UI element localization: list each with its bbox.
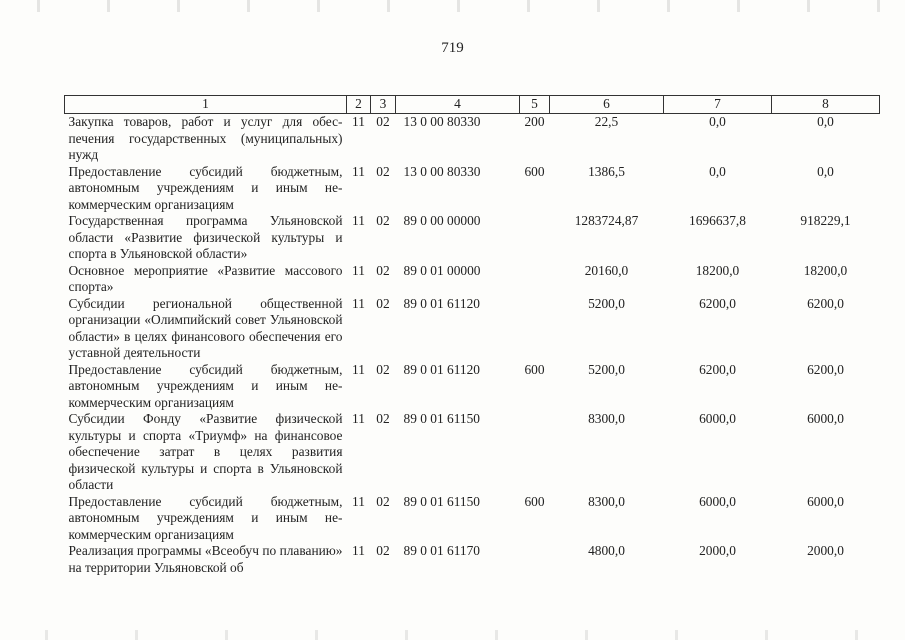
header-col-3: 3 (371, 96, 396, 114)
row-amount-3: 18200,0 (803, 262, 848, 278)
row-name: Субсидии Фонду «Развитие физической культуры и спорта «Триумф» на финансовое обеспечение затрат в целях развития физической культуры и спорта в Ульяновской области (68, 411, 343, 492)
row-section: 11 (352, 361, 365, 377)
row-name: Субсидии региональной общественной организации «Олимпийский совет Ульяновской области» в целях финансового обеспечения его уставной деятельности (68, 295, 343, 360)
row-amount-1: 8300,0 (588, 493, 625, 509)
row-subsection: 02 (376, 411, 390, 426)
header-col-5: 5 (520, 96, 550, 114)
table-row (65, 296, 880, 362)
row-target-code: 13 0 00 80330 (403, 163, 481, 179)
row-section: 11 (352, 295, 365, 311)
row-subsection: 02 (376, 493, 390, 509)
row-expense-type: 200 (524, 114, 545, 129)
row-expense-type (520, 263, 550, 296)
row-amount-3: 6000,0 (807, 493, 844, 509)
row-amount-1: 4800,0 (588, 543, 625, 558)
row-amount-2: 0,0 (709, 163, 726, 179)
header-col-7: 7 (664, 96, 772, 114)
row-section: 11 (352, 163, 365, 179)
row-amount-3: 918229,1 (800, 213, 851, 228)
row-expense-type (520, 213, 550, 263)
row-target-code: 89 0 01 61120 (403, 361, 480, 377)
row-target-code: 89 0 00 00000 (403, 213, 481, 228)
row-section: 11 (352, 411, 365, 426)
row-expense-type: 600 (524, 361, 545, 377)
row-amount-3: 0,0 (817, 163, 834, 179)
row-subsection: 02 (376, 213, 390, 228)
row-section: 11 (352, 213, 365, 228)
header-col-2: 2 (347, 96, 371, 114)
row-target-code: 89 0 01 00000 (403, 262, 481, 278)
row-amount-1: 1283724,87 (574, 213, 639, 228)
row-amount-1: 1386,5 (588, 163, 625, 179)
table-row (65, 494, 880, 544)
table-row (65, 164, 880, 214)
row-amount-1: 5200,0 (588, 361, 625, 377)
header-col-4: 4 (396, 96, 520, 114)
row-amount-2: 1696637,8 (689, 213, 746, 228)
row-amount-2: 2000,0 (699, 543, 736, 558)
row-subsection: 02 (376, 262, 390, 278)
row-expense-type (520, 296, 550, 362)
row-subsection: 02 (376, 114, 390, 129)
table-row (65, 213, 880, 263)
row-target-code: 89 0 01 61150 (403, 493, 480, 509)
row-amount-1: 5200,0 (588, 295, 625, 311)
row-amount-2: 6000,0 (699, 493, 736, 509)
row-section: 11 (352, 493, 365, 509)
table-row (65, 263, 880, 296)
budget-table (64, 95, 880, 576)
row-section: 11 (352, 114, 365, 129)
row-amount-3: 2000,0 (807, 543, 844, 558)
row-section: 11 (352, 543, 365, 558)
row-name: Предоставление субсидий бюджетным, автономным учреждениям и иным некоммерческим организациям (68, 493, 343, 542)
row-name: Основное мероприятие «Развитие массового спорта» (68, 262, 343, 294)
row-amount-2: 6000,0 (699, 411, 736, 426)
header-col-8: 8 (772, 96, 880, 114)
row-target-code: 89 0 01 61170 (403, 543, 480, 558)
row-name: Закупка товаров, работ и услуг для обеспечения государственных (муниципальных) нужд (68, 114, 343, 162)
header-col-6: 6 (550, 96, 664, 114)
table-row (65, 114, 880, 164)
row-name: Реализация программы «Всеобуч по плаванию» на территории Ульяновской об (68, 543, 343, 575)
row-amount-1: 22,5 (594, 114, 619, 129)
row-target-code: 89 0 01 61150 (403, 411, 480, 426)
row-amount-3: 6200,0 (807, 295, 844, 311)
row-amount-3: 6200,0 (807, 361, 844, 377)
row-subsection: 02 (376, 295, 390, 311)
table-row (65, 411, 880, 494)
page-number: 719 (441, 40, 464, 56)
row-target-code: 13 0 00 80330 (403, 114, 481, 129)
row-name: Предоставление субсидий бюджетным, автономным учреждениям и иным некоммерческим организациям (68, 361, 343, 410)
row-amount-3: 6000,0 (807, 411, 844, 426)
row-expense-type: 600 (524, 493, 545, 509)
row-amount-2: 18200,0 (695, 262, 740, 278)
row-section: 11 (352, 262, 365, 278)
row-amount-1: 8300,0 (588, 411, 625, 426)
row-expense-type (520, 411, 550, 494)
row-target-code: 89 0 01 61120 (403, 295, 480, 311)
table-row (65, 362, 880, 412)
row-expense-type (520, 543, 550, 576)
row-amount-3: 0,0 (817, 114, 834, 129)
header-col-1: 1 (65, 96, 347, 114)
row-amount-2: 0,0 (709, 114, 726, 129)
row-amount-2: 6200,0 (699, 295, 736, 311)
row-name: Предоставление субсидий бюджетным, автономным учреждениям и иным некоммерческим организациям (68, 163, 343, 212)
table-row (65, 543, 880, 576)
row-name: Государственная программа Ульяновской области «Развитие физической культуры и спорта в Ульяновской области» (68, 213, 343, 261)
row-subsection: 02 (376, 543, 390, 558)
header-row (65, 96, 880, 114)
row-subsection: 02 (376, 361, 390, 377)
row-amount-2: 6200,0 (699, 361, 736, 377)
row-expense-type: 600 (524, 163, 545, 179)
scan-edge-top (0, 0, 905, 12)
row-amount-1: 20160,0 (584, 262, 629, 278)
scan-edge-bottom (0, 630, 905, 640)
row-subsection: 02 (376, 163, 390, 179)
